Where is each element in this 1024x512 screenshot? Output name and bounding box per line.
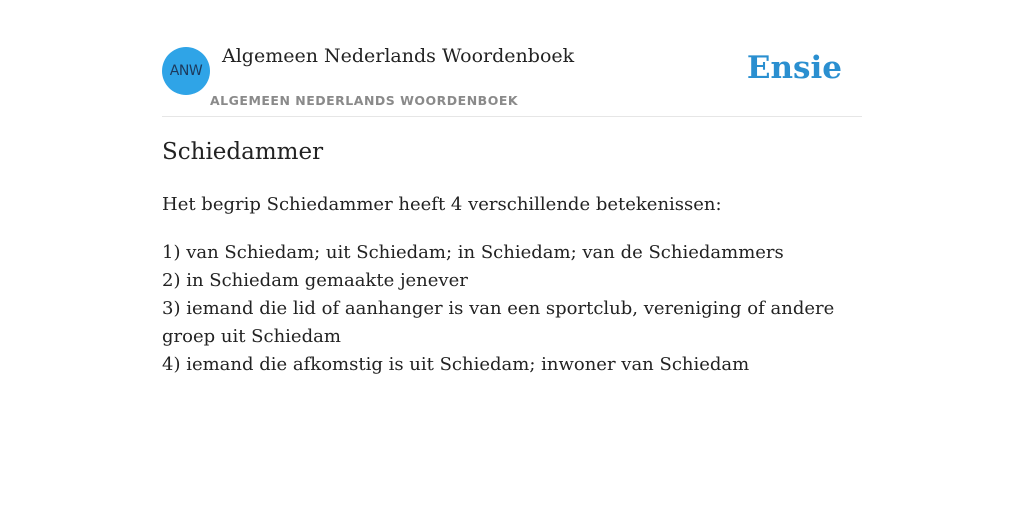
meaning-item: 3) iemand die lid of aanhanger is van een sportclub, vereniging of andere groep uit Schiedam [162, 298, 835, 347]
meaning-item: 1) van Schiedam; uit Schiedam; in Schiedam; van de Schiedammers [162, 242, 784, 263]
entry-word: Schiedammer [162, 139, 324, 165]
anw-logo[interactable]: ANW [162, 47, 210, 95]
meaning-item: 4) iemand die afkomstig is uit Schiedam; inwoner van Schiedam [162, 354, 750, 375]
meanings-list [162, 239, 862, 379]
entry-intro: Het begrip Schiedammer heeft 4 verschillende betekenissen: [162, 194, 722, 215]
meaning-item: 2) in Schiedam gemaakte jenever [162, 270, 468, 291]
source-subtitle: ALGEMEEN NEDERLANDS WOORDENBOEK [210, 93, 519, 108]
source-header [162, 0, 862, 117]
ensie-logo[interactable]: Ensie [746, 50, 842, 86]
source-title[interactable]: Algemeen Nederlands Woordenboek [222, 45, 575, 67]
entry-card [162, 0, 862, 512]
